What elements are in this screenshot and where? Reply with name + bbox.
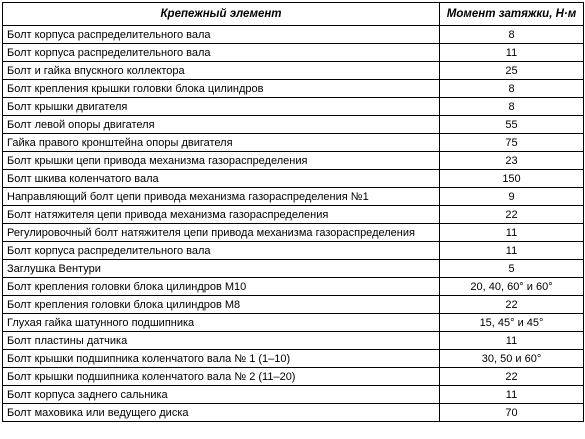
- fastener-element-cell: Болт пластины датчика: [3, 332, 440, 350]
- torque-value-cell: 70: [440, 404, 584, 422]
- torque-value-cell: 9: [440, 188, 584, 206]
- fastener-element-cell: Болт натяжителя цепи привода механизма газораспределения: [3, 206, 440, 224]
- torque-value-cell: 11: [440, 386, 584, 404]
- torque-value-cell: 150: [440, 170, 584, 188]
- table-row: [3, 350, 584, 368]
- table-row: [3, 116, 584, 134]
- torque-value-cell: 22: [440, 206, 584, 224]
- torque-value-cell: 8: [440, 26, 584, 44]
- table-row: [3, 80, 584, 98]
- fastener-element-cell: Болт крепления головки блока цилиндров М10: [3, 278, 440, 296]
- table-row: [3, 224, 584, 242]
- table-row: [3, 332, 584, 350]
- fastener-element-cell: Болт крышки подшипника коленчатого вала № 2 (11–20): [3, 368, 440, 386]
- fastener-element-cell: Болт корпуса распределительного вала: [3, 44, 440, 62]
- torque-value-cell: 22: [440, 296, 584, 314]
- table-row: [3, 296, 584, 314]
- torque-value-cell: 11: [440, 44, 584, 62]
- fastener-element-cell: Болт и гайка впускного коллектора: [3, 62, 440, 80]
- torque-value-cell: 11: [440, 332, 584, 350]
- torque-value-cell: 5: [440, 260, 584, 278]
- torque-value-cell: 25: [440, 62, 584, 80]
- fastener-element-cell: Гайка правого кронштейна опоры двигателя: [3, 134, 440, 152]
- table-row: [3, 134, 584, 152]
- fastener-element-cell: Регулировочный болт натяжителя цепи привода механизма газораспределения: [3, 224, 440, 242]
- fastener-element-cell: Болт крышки подшипника коленчатого вала № 1 (1–10): [3, 350, 440, 368]
- torque-value-cell: 8: [440, 80, 584, 98]
- fastener-element-cell: Направляющий болт цепи привода механизма газораспределения №1: [3, 188, 440, 206]
- table-row: [3, 242, 584, 260]
- table-header-row: [3, 3, 584, 26]
- fastener-element-cell: Болт шкива коленчатого вала: [3, 170, 440, 188]
- torque-value-cell: 22: [440, 368, 584, 386]
- fastener-element-cell: Болт крышки двигателя: [3, 98, 440, 116]
- table-row: [3, 62, 584, 80]
- fastener-element-cell: Болт крышки цепи привода механизма газораспределения: [3, 152, 440, 170]
- fastener-element-cell: Болт корпуса распределительного вала: [3, 26, 440, 44]
- column-header-element: Крепежный элемент: [3, 3, 440, 26]
- fastener-element-cell: Глухая гайка шатунного подшипника: [3, 314, 440, 332]
- table-row: [3, 188, 584, 206]
- fastener-element-cell: Болт маховика или ведущего диска: [3, 404, 440, 422]
- fastener-element-cell: Заглушка Вентури: [3, 260, 440, 278]
- torque-value-cell: 15, 45° и 45°: [440, 314, 584, 332]
- table-body: [3, 26, 584, 422]
- torque-value-cell: 11: [440, 224, 584, 242]
- fastener-element-cell: Болт крепления крышки головки блока цилиндров: [3, 80, 440, 98]
- torque-value-cell: 23: [440, 152, 584, 170]
- table-row: [3, 170, 584, 188]
- torque-value-cell: 55: [440, 116, 584, 134]
- table-row: [3, 98, 584, 116]
- table-row: [3, 386, 584, 404]
- table-row: [3, 260, 584, 278]
- table-row: [3, 278, 584, 296]
- torque-value-cell: 30, 50 и 60°: [440, 350, 584, 368]
- column-header-torque: Момент затяжки, Н·м: [440, 3, 584, 26]
- table-row: [3, 152, 584, 170]
- fastener-element-cell: Болт крепления головки блока цилиндров М8: [3, 296, 440, 314]
- torque-value-cell: 11: [440, 242, 584, 260]
- fastener-element-cell: Болт корпуса распределительного вала: [3, 242, 440, 260]
- torque-value-cell: 8: [440, 98, 584, 116]
- torque-value-cell: 75: [440, 134, 584, 152]
- fastener-element-cell: Болт корпуса заднего сальника: [3, 386, 440, 404]
- fastener-element-cell: Болт левой опоры двигателя: [3, 116, 440, 134]
- table-row: [3, 404, 584, 422]
- table-row: [3, 368, 584, 386]
- table-row: [3, 44, 584, 62]
- table-row: [3, 206, 584, 224]
- torque-value-cell: 20, 40, 60° и 60°: [440, 278, 584, 296]
- table-row: [3, 314, 584, 332]
- torque-table: [2, 2, 584, 422]
- table-row: [3, 26, 584, 44]
